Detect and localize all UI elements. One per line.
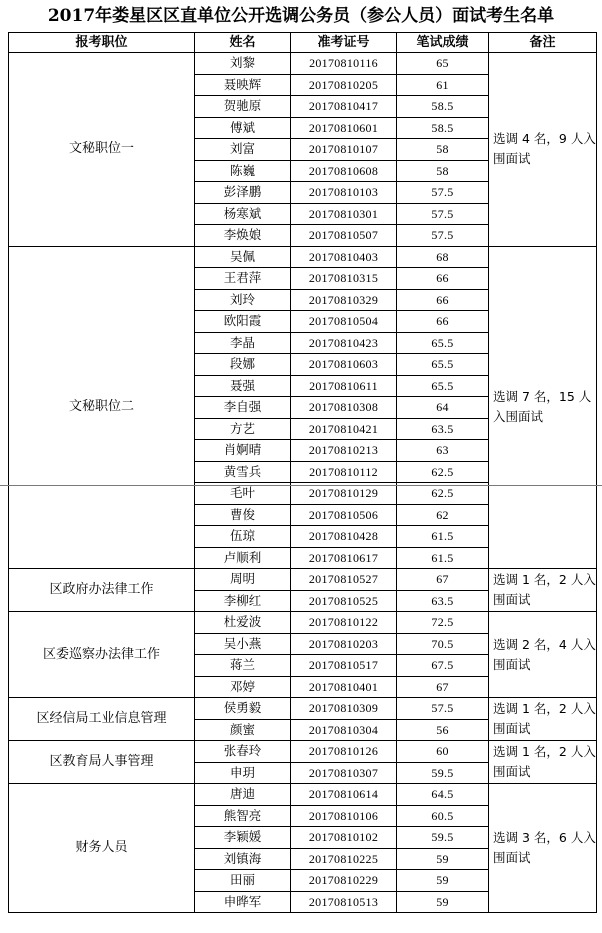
candidate-name-cell: 杨寒斌 — [195, 203, 291, 225]
exam-id-cell: 20170810525 — [291, 590, 397, 612]
score-cell: 65.5 — [397, 354, 489, 376]
score-cell: 59.5 — [397, 827, 489, 849]
candidate-name-cell: 彭泽鹏 — [195, 182, 291, 204]
exam-id-cell: 20170810507 — [291, 225, 397, 247]
exam-id-cell: 20170810103 — [291, 182, 397, 204]
exam-id-cell: 20170810608 — [291, 160, 397, 182]
score-cell: 58 — [397, 160, 489, 182]
table-row — [9, 53, 597, 75]
score-cell: 64.5 — [397, 784, 489, 806]
candidate-name-cell: 李颖媛 — [195, 827, 291, 849]
exam-id-cell: 20170810517 — [291, 655, 397, 677]
table-row — [9, 612, 597, 634]
candidate-name-cell: 侯勇毅 — [195, 698, 291, 720]
score-cell: 57.5 — [397, 698, 489, 720]
exam-id-cell: 20170810129 — [291, 483, 397, 505]
exam-id-cell: 20170810107 — [291, 139, 397, 161]
exam-id-cell: 20170810102 — [291, 827, 397, 849]
score-cell: 59 — [397, 870, 489, 892]
exam-id-cell: 20170810513 — [291, 891, 397, 913]
score-cell: 57.5 — [397, 203, 489, 225]
candidate-name-cell: 聂映辉 — [195, 74, 291, 96]
score-cell: 66 — [397, 268, 489, 290]
score-cell: 59 — [397, 848, 489, 870]
note-cell: 选调 7 名，15 人入围面试 — [489, 246, 597, 569]
score-cell: 61.5 — [397, 526, 489, 548]
candidate-name-cell: 贺驰原 — [195, 96, 291, 118]
exam-id-cell: 20170810307 — [291, 762, 397, 784]
exam-id-cell: 20170810421 — [291, 418, 397, 440]
score-cell: 66 — [397, 311, 489, 333]
score-cell: 70.5 — [397, 633, 489, 655]
candidate-name-cell: 杜爱波 — [195, 612, 291, 634]
position-cell: 财务人员 — [9, 784, 195, 913]
exam-id-cell: 20170810417 — [291, 96, 397, 118]
score-cell: 72.5 — [397, 612, 489, 634]
score-cell: 66 — [397, 289, 489, 311]
candidate-name-cell: 申晔军 — [195, 891, 291, 913]
score-cell: 67 — [397, 569, 489, 591]
exam-id-cell: 20170810611 — [291, 375, 397, 397]
score-cell: 68 — [397, 246, 489, 268]
note-cell: 选调 2 名，4 人入围面试 — [489, 612, 597, 698]
candidate-name-cell: 陈巍 — [195, 160, 291, 182]
score-cell: 65 — [397, 53, 489, 75]
exam-id-cell: 20170810428 — [291, 526, 397, 548]
exam-id-cell: 20170810504 — [291, 311, 397, 333]
note-cell: 选调 1 名，2 人入围面试 — [489, 698, 597, 741]
exam-id-cell: 20170810203 — [291, 633, 397, 655]
candidate-name-cell: 方艺 — [195, 418, 291, 440]
score-cell: 64 — [397, 397, 489, 419]
candidate-table — [8, 32, 597, 913]
note-cell: 选调 1 名，2 人入围面试 — [489, 569, 597, 612]
table-row — [9, 569, 597, 591]
score-cell: 56 — [397, 719, 489, 741]
position-cell: 区经信局工业信息管理 — [9, 698, 195, 741]
candidate-name-cell: 颜蜜 — [195, 719, 291, 741]
candidate-name-cell: 田丽 — [195, 870, 291, 892]
exam-id-cell: 20170810116 — [291, 53, 397, 75]
exam-id-cell: 20170810301 — [291, 203, 397, 225]
candidate-name-cell: 蒋兰 — [195, 655, 291, 677]
table-row — [9, 784, 597, 806]
page-break-line — [0, 485, 602, 486]
candidate-name-cell: 邓婷 — [195, 676, 291, 698]
candidate-name-cell: 刘富 — [195, 139, 291, 161]
score-cell: 61.5 — [397, 547, 489, 569]
candidate-name-cell: 申玥 — [195, 762, 291, 784]
score-cell: 67 — [397, 676, 489, 698]
position-cell: 区政府办法律工作 — [9, 569, 195, 612]
score-cell: 65.5 — [397, 375, 489, 397]
score-cell: 60.5 — [397, 805, 489, 827]
score-cell: 62.5 — [397, 483, 489, 505]
exam-id-cell: 20170810401 — [291, 676, 397, 698]
table-row — [9, 741, 597, 763]
page-title: 2017年娄星区区直单位公开选调公务员（参公人员）面试考生名单 — [47, 6, 555, 26]
score-cell: 60 — [397, 741, 489, 763]
score-cell: 59.5 — [397, 762, 489, 784]
exam-id-cell: 20170810309 — [291, 698, 397, 720]
candidate-name-cell: 李柳红 — [195, 590, 291, 612]
table-row — [9, 246, 597, 268]
exam-id-cell: 20170810403 — [291, 246, 397, 268]
position-cell: 区教育局人事管理 — [9, 741, 195, 784]
candidate-name-cell: 聂强 — [195, 375, 291, 397]
candidate-name-cell: 刘黎 — [195, 53, 291, 75]
exam-id-cell: 20170810329 — [291, 289, 397, 311]
score-cell: 67.5 — [397, 655, 489, 677]
header-exam-id: 准考证号 — [291, 33, 397, 53]
candidate-name-cell: 李晶 — [195, 332, 291, 354]
exam-id-cell: 20170810423 — [291, 332, 397, 354]
header-note: 备注 — [489, 33, 597, 53]
candidate-name-cell: 刘玲 — [195, 289, 291, 311]
exam-id-cell: 20170810603 — [291, 354, 397, 376]
candidate-name-cell: 毛叶 — [195, 483, 291, 505]
exam-id-cell: 20170810229 — [291, 870, 397, 892]
note-cell: 选调 1 名，2 人入围面试 — [489, 741, 597, 784]
candidate-name-cell: 李焕娘 — [195, 225, 291, 247]
exam-id-cell: 20170810506 — [291, 504, 397, 526]
header-position: 报考职位 — [9, 33, 195, 53]
exam-id-cell: 20170810315 — [291, 268, 397, 290]
note-cell: 选调 4 名，9 人入围面试 — [489, 53, 597, 247]
candidate-name-cell: 曹俊 — [195, 504, 291, 526]
exam-id-cell: 20170810617 — [291, 547, 397, 569]
score-cell: 63.5 — [397, 590, 489, 612]
table-body — [9, 53, 597, 913]
score-cell: 62.5 — [397, 461, 489, 483]
score-cell: 65.5 — [397, 332, 489, 354]
candidate-name-cell: 黄雪兵 — [195, 461, 291, 483]
candidate-name-cell: 傅斌 — [195, 117, 291, 139]
candidate-name-cell: 肖婀晴 — [195, 440, 291, 462]
table-header-row — [9, 33, 597, 53]
score-cell: 61 — [397, 74, 489, 96]
candidate-name-cell: 王君萍 — [195, 268, 291, 290]
exam-id-cell: 20170810126 — [291, 741, 397, 763]
candidate-name-cell: 吴佩 — [195, 246, 291, 268]
exam-id-cell: 20170810308 — [291, 397, 397, 419]
header-score: 笔试成绩 — [397, 33, 489, 53]
exam-id-cell: 20170810225 — [291, 848, 397, 870]
candidate-name-cell: 唐迪 — [195, 784, 291, 806]
exam-id-cell: 20170810205 — [291, 74, 397, 96]
exam-id-cell: 20170810122 — [291, 612, 397, 634]
candidate-name-cell: 周明 — [195, 569, 291, 591]
score-cell: 57.5 — [397, 182, 489, 204]
position-cell: 区委巡察办法律工作 — [9, 612, 195, 698]
exam-id-cell: 20170810614 — [291, 784, 397, 806]
exam-id-cell: 20170810213 — [291, 440, 397, 462]
candidate-name-cell: 刘镇海 — [195, 848, 291, 870]
exam-id-cell: 20170810601 — [291, 117, 397, 139]
position-cell: 文秘职位二 — [9, 246, 195, 569]
score-cell: 63.5 — [397, 418, 489, 440]
candidate-name-cell: 李自强 — [195, 397, 291, 419]
note-cell: 选调 3 名，6 人入围面试 — [489, 784, 597, 913]
exam-id-cell: 20170810106 — [291, 805, 397, 827]
candidate-name-cell: 卢顺利 — [195, 547, 291, 569]
score-cell: 58.5 — [397, 96, 489, 118]
header-name: 姓名 — [195, 33, 291, 53]
score-cell: 59 — [397, 891, 489, 913]
candidate-name-cell: 张春玲 — [195, 741, 291, 763]
candidate-name-cell: 伍琼 — [195, 526, 291, 548]
candidate-name-cell: 熊智亮 — [195, 805, 291, 827]
score-cell: 58.5 — [397, 117, 489, 139]
score-cell: 57.5 — [397, 225, 489, 247]
score-cell: 62 — [397, 504, 489, 526]
position-cell: 文秘职位一 — [9, 53, 195, 247]
score-cell: 58 — [397, 139, 489, 161]
exam-id-cell: 20170810112 — [291, 461, 397, 483]
exam-id-cell: 20170810304 — [291, 719, 397, 741]
exam-id-cell: 20170810527 — [291, 569, 397, 591]
candidate-name-cell: 欧阳霞 — [195, 311, 291, 333]
table-row — [9, 698, 597, 720]
score-cell: 63 — [397, 440, 489, 462]
candidate-name-cell: 段娜 — [195, 354, 291, 376]
candidate-name-cell: 吴小燕 — [195, 633, 291, 655]
